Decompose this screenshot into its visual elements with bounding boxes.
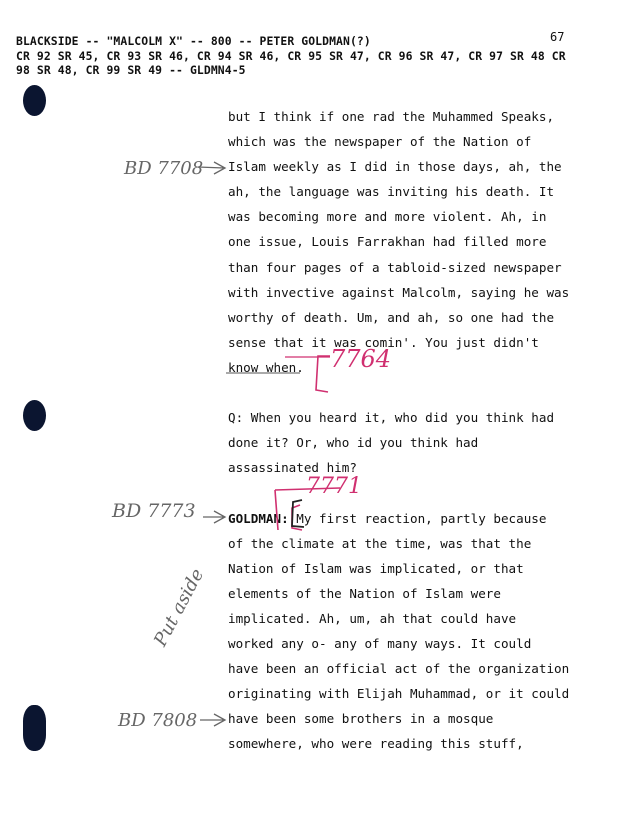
transcript-line: have been an official act of the organization [228, 661, 570, 677]
transcript-line: of the climate at the time, was that the [228, 535, 532, 551]
transcript-line: worthy of death. Um, and ah, so one had the [228, 309, 555, 325]
handwritten-timecode: BD 7773 [112, 500, 196, 522]
transcript-line: have been some brothers in a mosque [228, 711, 494, 727]
header-line-2: CR 92 SR 45, CR 93 SR 46, CR 94 SR 46, CR 95 SR 47, CR 96 SR 47, CR 97 SR 48 CR [16, 48, 566, 63]
answer-text: My first reaction, partly because [288, 510, 547, 526]
transcript-line: sense that it was comin'. You just didn't [228, 334, 539, 350]
transcript-line: know when. [228, 359, 304, 375]
red-bracket [316, 356, 330, 392]
question-line: done it? Or, who id you think had [228, 435, 479, 451]
transcript-line: with invective against Malcolm, saying he was [228, 284, 570, 300]
transcript-line: one issue, Louis Farrakhan had filled more [228, 234, 547, 250]
handwritten-timecode: 7764 [330, 345, 392, 373]
transcript-line: Nation of Islam was implicated, or that [228, 560, 524, 576]
transcript-line: elements of the Nation of Islam were [228, 585, 501, 601]
handwritten-timecode: BD 7808 [118, 710, 198, 731]
red-bracket [275, 488, 340, 530]
transcript-line: worked any o- any of many ways. It could [228, 635, 532, 651]
transcript-line: than four pages of a tabloid-sized newspaper [228, 259, 562, 275]
transcript-line: which was the newspaper of the Nation of [228, 134, 532, 150]
transcript-line: implicated. Ah, um, ah that could have [228, 610, 517, 626]
handwritten-note: Put aside [150, 565, 209, 650]
arrow-icon [200, 714, 225, 726]
handwritten-timecode: BD 7708 [124, 158, 204, 179]
transcript-line: but I think if one rad the Muhammed Speaks, [228, 109, 555, 124]
header-line-1: BLACKSIDE -- "MALCOLM X" -- 800 -- PETER GOLDMAN(?) [16, 34, 371, 48]
speaker-label: GOLDMAN: [228, 510, 289, 526]
transcript-line: originating with Elijah Muhammad, or it could [228, 686, 570, 702]
transcript-line: Islam weekly as I did in those days, ah, the [228, 159, 562, 175]
page-number: 67 [550, 30, 565, 44]
arrow-icon [198, 162, 225, 174]
black-bracket [292, 500, 304, 527]
arrow-icon [203, 511, 225, 523]
handwritten-timecode: 7771 [306, 474, 362, 499]
transcript-line: was becoming more and more violent. Ah, in [228, 209, 547, 225]
question-line: Q: When you heard it, who did you think had [228, 410, 555, 426]
transcript-line: somewhere, who were reading this stuff, [228, 736, 524, 752]
transcript-line: ah, the language was inviting his death. It [228, 184, 555, 200]
question-line: assassinated him? [228, 460, 357, 476]
header-line-3: 98 SR 48, CR 99 SR 49 -- GLDMN4-5 [16, 63, 246, 77]
